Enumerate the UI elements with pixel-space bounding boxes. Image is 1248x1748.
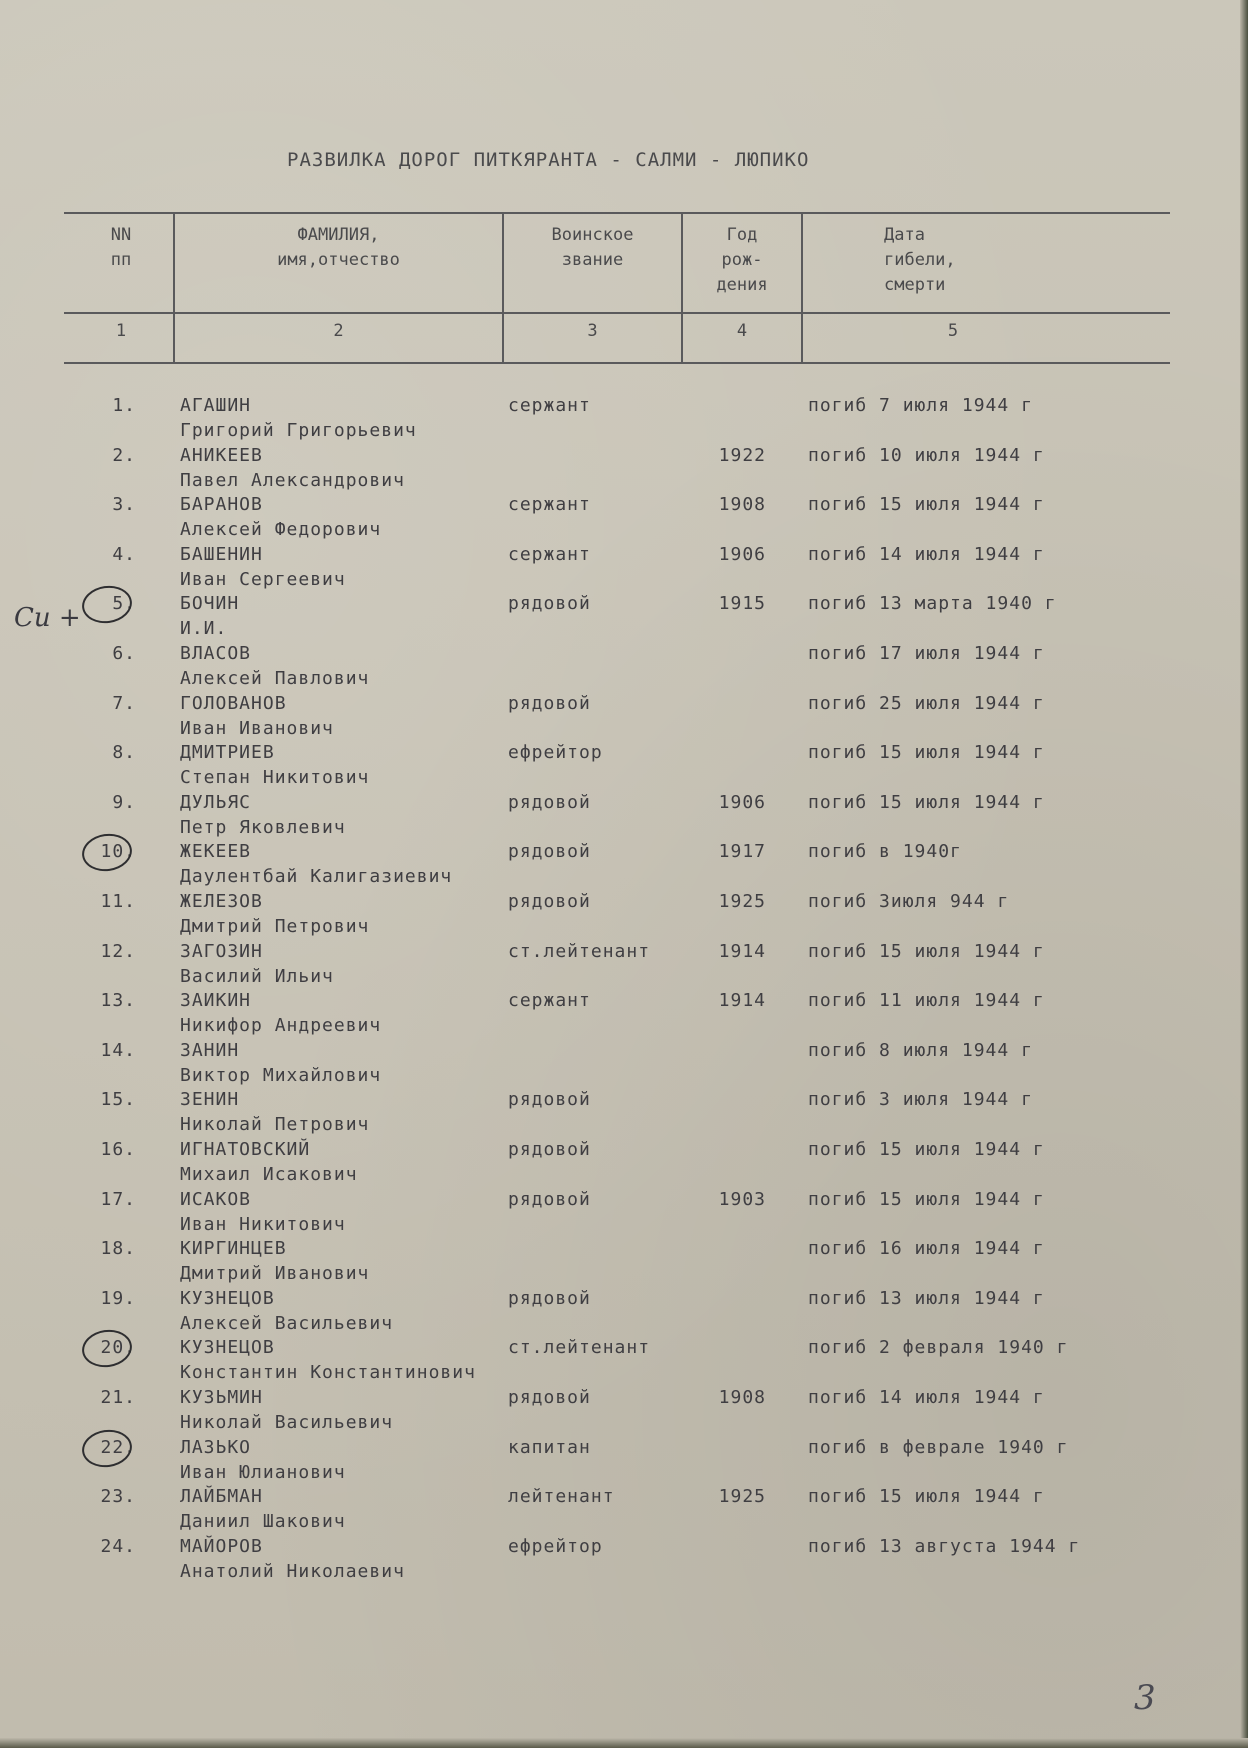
record-death-date: погиб 14 июля 1944 г <box>808 543 1045 565</box>
record-death-date: погиб в 1940г <box>808 841 962 863</box>
table-row <box>0 693 1248 743</box>
record-rank: капитан <box>508 1436 591 1458</box>
table-row <box>0 990 1248 1040</box>
record-death-date: погиб 15 июля 1944 г <box>808 940 1045 962</box>
record-surname: ЛАЙБМАН <box>180 1486 263 1508</box>
record-surname: ГОЛОВАНОВ <box>180 692 287 714</box>
record-surname: КУЗНЕЦОВ <box>180 1287 275 1309</box>
record-given-names: И.И. <box>180 618 228 640</box>
page-title: РАЗВИЛКА ДОРОГ ПИТКЯРАНТА - САЛМИ - ЛЮПИКО <box>287 149 810 171</box>
column-number: 5 <box>947 321 959 341</box>
record-surname: ЗАНИН <box>180 1039 240 1061</box>
record-surname: ИСАКОВ <box>180 1188 252 1210</box>
table-row <box>0 1040 1248 1090</box>
record-given-names: Иван Сергеевич <box>180 568 346 590</box>
record-given-names: Степан Никитович <box>180 767 370 789</box>
column-number: 4 <box>736 321 748 341</box>
record-death-date: погиб 15 июля 1944 г <box>808 791 1045 813</box>
record-given-names: Виктор Михайлович <box>180 1064 382 1086</box>
record-number: 2. <box>112 444 136 466</box>
record-given-names: Василий Ильич <box>180 965 334 987</box>
record-death-date: погиб 15 июля 1944 г <box>808 1139 1045 1160</box>
handwritten-margin-note: Си + <box>14 603 81 633</box>
record-rank: рядовой <box>508 692 591 714</box>
table-row <box>0 544 1248 594</box>
record-number: 11. <box>100 891 136 912</box>
record-number: 13. <box>100 990 136 1012</box>
record-given-names: Петр Яковлевич <box>180 816 346 838</box>
table-row <box>0 1387 1248 1437</box>
record-given-names: Даниил Шакович <box>180 1511 346 1533</box>
table-row <box>0 395 1248 445</box>
record-birth-year: 1917 <box>718 841 766 863</box>
record-given-names: Иван Юлианович <box>180 1461 346 1483</box>
table-row <box>0 1139 1248 1189</box>
record-surname: ЛАЗЬКО <box>180 1436 252 1458</box>
record-rank: сержант <box>508 395 591 416</box>
record-number: 9. <box>112 791 136 813</box>
table-row <box>0 494 1248 544</box>
record-number: 17. <box>100 1188 136 1210</box>
record-number: 20. <box>100 1337 136 1359</box>
page-number: 3 <box>1134 1678 1156 1718</box>
record-birth-year: 1903 <box>718 1188 766 1210</box>
column-number: 3 <box>587 321 598 341</box>
record-rank: сержант <box>508 494 591 516</box>
record-given-names: Константин Константинович <box>180 1362 476 1384</box>
record-death-date: погиб 13 марта 1940 г <box>808 593 1057 615</box>
header-rank: Воинское звание <box>551 225 634 270</box>
record-surname: БАШЕНИН <box>180 543 263 565</box>
record-rank: рядовой <box>508 1089 591 1111</box>
record-number: 21. <box>100 1387 136 1408</box>
record-death-date: погиб 3июля 944 г <box>808 891 1010 912</box>
record-surname: МАЙОРОВ <box>180 1535 263 1557</box>
record-number: 5. <box>112 593 136 615</box>
record-number: 12. <box>100 940 136 962</box>
record-birth-year: 1906 <box>718 791 766 813</box>
header-num: NN пп <box>110 225 132 270</box>
column-number: 2 <box>333 321 344 341</box>
record-rank: рядовой <box>508 1188 591 1210</box>
table-row <box>0 643 1248 693</box>
record-surname: ЗАИКИН <box>180 990 252 1012</box>
header-date: Дата гибели, смерти <box>884 225 956 295</box>
record-death-date: погиб 10 июля 1944 г <box>808 444 1045 466</box>
table-row <box>0 742 1248 792</box>
record-number: 6. <box>112 643 136 664</box>
record-given-names: Михаил Исакович <box>180 1164 358 1185</box>
record-number: 19. <box>100 1287 136 1309</box>
table-columns-rule <box>64 362 1170 364</box>
record-death-date: погиб 8 июля 1944 г <box>808 1039 1033 1061</box>
record-number: 18. <box>100 1238 136 1260</box>
table-row <box>0 1486 1248 1536</box>
record-death-date: погиб 15 июля 1944 г <box>808 494 1045 516</box>
record-number: 4. <box>112 543 136 565</box>
record-surname: БОЧИН <box>180 593 240 615</box>
record-birth-year: 1914 <box>718 940 766 962</box>
record-rank: рядовой <box>508 1387 591 1408</box>
record-given-names: Алексей Васильевич <box>180 1312 394 1334</box>
table-row <box>0 891 1248 941</box>
table-row <box>0 941 1248 991</box>
record-death-date: погиб 25 июля 1944 г <box>808 692 1045 714</box>
record-given-names: Алексей Павлович <box>180 668 370 689</box>
record-given-names: Алексей Федорович <box>180 519 382 541</box>
record-death-date: погиб 13 июля 1944 г <box>808 1287 1045 1309</box>
table-top-rule <box>64 212 1170 214</box>
record-rank: ст.лейтенант <box>508 940 651 962</box>
record-birth-year: 1915 <box>718 593 766 615</box>
record-surname: АНИКЕЕВ <box>180 444 263 466</box>
record-surname: БАРАНОВ <box>180 494 263 516</box>
record-rank: рядовой <box>508 791 591 813</box>
record-surname: ИГНАТОВСКИЙ <box>180 1139 311 1160</box>
column-number: 1 <box>115 321 127 341</box>
table-row <box>0 1089 1248 1139</box>
record-surname: АГАШИН <box>180 395 252 416</box>
table-row <box>0 1238 1248 1288</box>
record-number: 14. <box>100 1039 136 1061</box>
table-row <box>0 1189 1248 1239</box>
record-death-date: погиб 15 июля 1944 г <box>808 1486 1045 1508</box>
record-rank: ст.лейтенант <box>508 1337 651 1359</box>
record-birth-year: 1925 <box>718 891 766 912</box>
table-row <box>0 1536 1248 1586</box>
record-death-date: погиб 15 июля 1944 г <box>808 1188 1045 1210</box>
table-row <box>0 792 1248 842</box>
record-number: 24. <box>100 1535 136 1557</box>
record-surname: ВЛАСОВ <box>180 643 252 664</box>
record-death-date: погиб 16 июля 1944 г <box>808 1238 1045 1260</box>
table-row <box>0 1437 1248 1487</box>
record-given-names: Павел Александрович <box>180 469 405 491</box>
record-death-date: погиб в феврале 1940 г <box>808 1436 1069 1458</box>
record-rank: ефрейтор <box>508 1535 603 1557</box>
table-row <box>0 445 1248 495</box>
record-rank: рядовой <box>508 1287 591 1309</box>
record-given-names: Никифор Андреевич <box>180 1015 382 1037</box>
record-birth-year: 1906 <box>718 543 766 565</box>
record-number: 3. <box>112 494 136 516</box>
record-surname: КУЗЬМИН <box>180 1387 263 1408</box>
record-rank: ефрейтор <box>508 742 603 764</box>
record-rank: сержант <box>508 990 591 1012</box>
header-year: Год рож- дения <box>716 225 768 295</box>
record-birth-year: 1908 <box>718 494 766 516</box>
record-given-names: Даулентбай Калигазиевич <box>180 866 453 888</box>
record-birth-year: 1914 <box>718 990 766 1012</box>
record-given-names: Николай Васильевич <box>180 1412 394 1433</box>
record-surname: ЗАГОЗИН <box>180 940 263 962</box>
record-number: 16. <box>100 1139 136 1160</box>
record-number: 15. <box>100 1089 136 1111</box>
record-rank: рядовой <box>508 1139 591 1160</box>
record-surname: ЖЕЛЕЗОВ <box>180 891 263 912</box>
record-surname: КУЗНЕЦОВ <box>180 1337 275 1359</box>
record-surname: ДМИТРИЕВ <box>180 742 275 764</box>
record-surname: КИРГИНЦЕВ <box>180 1238 287 1260</box>
record-number: 8. <box>112 742 136 764</box>
table-header-rule <box>64 312 1170 314</box>
record-death-date: погиб 7 июля 1944 г <box>808 395 1033 416</box>
page-edge-shadow-bottom <box>0 1738 1248 1748</box>
record-given-names: Анатолий Николаевич <box>180 1560 405 1582</box>
record-number: 10. <box>100 841 136 863</box>
record-birth-year: 1908 <box>718 1387 766 1408</box>
record-given-names: Григорий Григорьевич <box>180 420 417 441</box>
table-row <box>0 841 1248 891</box>
record-surname: ДУЛЬЯС <box>180 791 252 813</box>
record-death-date: погиб 15 июля 1944 г <box>808 742 1045 764</box>
column-divider <box>801 212 803 364</box>
record-surname: ЖЕКЕЕВ <box>180 841 252 863</box>
table-row <box>0 1288 1248 1338</box>
record-death-date: погиб 17 июля 1944 г <box>808 643 1045 664</box>
record-death-date: погиб 13 августа 1944 г <box>808 1535 1081 1557</box>
record-number: 1. <box>112 395 136 416</box>
table-row <box>0 1337 1248 1387</box>
record-death-date: погиб 3 июля 1944 г <box>808 1089 1033 1111</box>
record-rank: лейтенант <box>508 1486 615 1508</box>
record-surname: ЗЕНИН <box>180 1089 240 1111</box>
record-number: 23. <box>100 1486 136 1508</box>
record-given-names: Дмитрий Иванович <box>180 1263 370 1285</box>
record-given-names: Иван Никитович <box>180 1213 346 1235</box>
record-rank: рядовой <box>508 841 591 863</box>
record-rank: рядовой <box>508 593 591 615</box>
record-given-names: Иван Иванович <box>180 717 334 739</box>
record-death-date: погиб 11 июля 1944 г <box>808 990 1045 1012</box>
record-birth-year: 1925 <box>718 1486 766 1508</box>
table-row <box>0 593 1248 643</box>
record-number: 22. <box>100 1436 136 1458</box>
header-name: ФАМИЛИЯ, имя,отчество <box>277 225 400 270</box>
record-death-date: погиб 2 февраля 1940 г <box>808 1337 1069 1359</box>
record-rank: рядовой <box>508 891 591 912</box>
record-given-names: Николай Петрович <box>180 1114 370 1136</box>
record-given-names: Дмитрий Петрович <box>180 916 370 937</box>
record-birth-year: 1922 <box>718 444 766 466</box>
record-rank: сержант <box>508 543 591 565</box>
record-number: 7. <box>112 692 136 714</box>
record-death-date: погиб 14 июля 1944 г <box>808 1387 1045 1408</box>
